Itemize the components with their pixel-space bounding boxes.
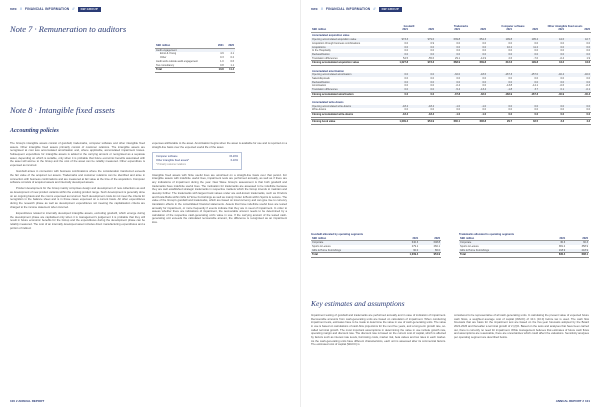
right-page — [300, 0, 600, 407]
section-row: Accumulated acquisition value — [312, 34, 350, 38]
table-row: Opening accumulated amortisation 0.0 0.0 -32.0 -18.6 -167.3 -157.0 -40.4 -40.0 — [312, 73, 590, 77]
table-row: Total 13.8 11.4 — [156, 68, 234, 72]
note8-title: Note 8 · Intangible fixed assets — [10, 105, 115, 115]
table-row: Closing accumulated amortisation 0.0 0.0 -37.8 -32.0 -182.9 -167.3 -40.9 -40.4 — [312, 92, 590, 96]
group-tag: NW GROUP — [379, 7, 402, 12]
table-row: Translation differences 54.5 -55.6 29.1 -14.9 2.6 -7.0 -0.4 1.9 — [312, 56, 590, 60]
section-row: Accumulated amortisation — [312, 69, 344, 73]
table-row: Sports & Leisure 381.2 358.9 — [460, 245, 588, 248]
key-col2: considered to be representative of all cash-generating units. In calculating the present value of expected future cash flows, a weighted average cost of capital (WACC) of 10.1 (10.0) before tax is used. The cash flow forecasts that are basis for the impairment test are based on the five-year forecasts adopted by the Board 2022-2026 and thereafter a terminal growth of 2 (2)%. Based on the tests and analyses that have been carried out, there is currently no need for impairment. While management believes that estimates of future cash flows and assumptions are reasonable, there are uncertainties which could affect the valuations. Sensitivity analyses per operating segment are described below. — [454, 314, 589, 339]
key-col1: Impairment testing of goodwill and trademarks are performed annually and in case of indication of impairment. Recoverable amounts from cash-generating units are based on calculation of impairment. When conducting impairment tests, estimates have to be made to determine the value in use of cash-generating units. The value in use is based on calculations of cash-flow projections for the next five years, and a long-term growth rate, so-called terminal growth. The most important assumptions in determining the value in use include growth rate, operating margin and discount rate. The discount rate is based on the current cost of capital, which is affected by factors such as interest rate levels, borrowing costs, market risk, beta values and tax rates in each market. As the cash-generating units have different characteristics, each unit is assessed after its commercial factors. The estimated cost of capital (WACC) is — [311, 314, 446, 347]
brand-logo: nwc — [311, 6, 318, 11]
table-row: Closing book value 1,009.4 954.9 630.1 606.8 29.7 32.5 3.3 4.2 — [312, 120, 590, 124]
table-row: Audit engagement — [155, 48, 235, 52]
goodwill-table-wrap: Goodwill allocated by operating segments SEK million 2021 2020 Corporate 640.3 608.8 Sports & Leisure 279.1 260.1 Gifts & Home Furnishings 90.0 86.0 Total 1,009.4 954.9 — [311, 233, 440, 257]
table-row: In the Hospitality 0.0 0.0 0.0 0.0 0.0 0.0 0.0 0.0 — [312, 49, 590, 53]
note8-col1: The Group's intangible assets consist of goodwill, trademarks, computer software and other intangible fixed assets. Other intangible fixed assets primarily consist of customer relations. The intangible assets are recognised at cost less accumulated amortisation and, where applicable, accumulated impairment losses. Subsequent expenditure for intangible assets is added to the carrying amount or recognised as a separate asset, depending on which is suitable, only when it is probable that future economic benefits associated with the asset will accrue to the Group and the cost of the asset can be reliably measured. Other expenditure is expensed as incurred. Goodwill arises in connection with business combinations where the consideration transferred exceeds the fair value of the acquired net assets. Trademarks and customer relations can be identified and arise in connection with business combinations and are measured at fair value at the time of the acquisition. Computer software consists of acquired assets and internally developed assets. Product development for the Group mainly comprises design and development of new collections as well as development of new product variants within the existing product range. Such development is generally done on an ongoing basis and the cost is expensed as incurred. Such development costs do not meet the criteria for recognition in the balance sheet and is in those cases expensed on a current basis. All other expenditures during the research phase as well as development expenditures not meeting the capitalisation criteria are charged to the income statement when incurred. Expenditures related to internally developed intangible assets, excluding goodwill, which emerge during the development phase are capitalised only when it is management's judgement it is probable that they will result in future economic benefits for the Group and the expenditures during the development phase can be reliably measured. The cost of an internally developed asset includes direct manufacturing expenditures and a portion of indirect — [10, 142, 145, 230]
table-row: Reclassification 0.0 0.0 0.0 0.0 0.0 0.0 0.0 0.0 — [312, 80, 590, 84]
table-row: Corporate 30.3 30.3 — [460, 241, 588, 245]
table-row: Write-downs 0.0 0.0 0.0 0.0 0.0 0.0 0.0 0.0 — [312, 108, 590, 112]
table-row: Opening accumulated acquisition value 973.3 979.6 639.8 654.3 199.8 195.4 44.6 42.7 — [312, 38, 590, 42]
trademark-table-wrap: Trademarks allocated to operating segments SEK million 2021 2020 Corporate 30.3 30.3 Sports & Leisure 381.2 358.9 Gifts & Home Furnishings 218.9 218.9 Total 630.4 608.1 — [459, 233, 588, 257]
note7-title: Note 7 · Remuneration to auditors — [10, 24, 127, 34]
table-row: Other 0.3 0.2 — [160, 56, 234, 60]
section-label: FINANCIAL INFORMATION — [24, 6, 70, 11]
table-row: Audit work outside audit engagement 1.0 0.6 — [156, 59, 234, 63]
table-row: Sales/disposals 0.0 0.0 0.0 0.0 0.0 0.0 0.0 0.0 — [312, 76, 590, 80]
goodwill-table: SEK million 2021 2020 Corporate 640.3 608.8 Sports & Leisure 279.1 260.1 Gifts & Home Furnishings 90.0 86.0 Total 1,009.4 954.9 — [312, 236, 440, 257]
right-footer: ANNUAL REPORT // 101 — [555, 398, 590, 403]
note7-table-wrap — [155, 44, 235, 73]
left-header: nwc // FINANCIAL INFORMATION // NW GROUP — [10, 5, 101, 13]
total-row: Total 1,009.4 954.9 — [312, 253, 440, 257]
intangible-assets-table: Goodwill Trademarks Computer software Other intangible fixed assets SEK million 2021 2020 2021 2020 2021 2020 2021 2020 Accumulated acquisition value Opening accumulated acquisition value 973.3 979.6 639.8 654.3 199.8 195.4 44.6 42.7 Acquisition through business combinations 0.0 0.9 0.0 0.0 0.0 0.0 0.0 0.0 Acquisitions 0.0 0.0 0.0 0.0 10.2 11.2 0.0 0.0 In the Hospitality 0.0 0.0 0.0 0.0 0.0 0.0 0.0 0.0 Reclassification 0.0 0.0 0.0 0.0 0.0 0.0 0.0 0.0 Translation differences 54.5 -55.6 29.1 -14.9 2.6 -7.0 -0.4 1.9 Closing accumulated acquisition value 1,027.8 973.3 668.9 639.8 212.6 199.8 44.2 44.6 Accumulated amortisation Opening accumulated amortisation 0.0 0.0 -32.0 -18.6 -167.3 -157.0 -40.4 -40.0 Sales/disposals 0.0 0.0 0.0 0.0 0.0 0.0 0.0 0.0 Reclassification 0.0 0.0 0.0 0.0 0.0 0.0 0.0 0.0 Amortisation 0.0 0.0 -0.4 0.0 -13.8 -14.1 -0.6 -0.3 Translation differences 0.0 0.0 -5.4 -13.4 -1.8 3.7 0.1 -0.1 Closing accumulated amortisation 0.0 0.0 -37.8 -32.0 -182.9 -167.3 -40.9 -40.4 Accumulated write-downs Opening accumulated write-downs -18.4 -18.4 -1.0 -1.0 0.0 0.0 0.0 0.0 Write-downs 0.0 0.0 0.0 0.0 0.0 0.0 0.0 0.0 Closing accumulated write-downs -18.4 -18.4 -1.0 -1.0 0.0 0.0 0.0 0.0 Closing book value 1,009.4 954.9 630.1 606.8 29.7 32.5 3.3 4.2 — [312, 25, 590, 124]
intangible-assets-table-wrap — [311, 25, 591, 127]
trademark-table: SEK million 2021 2020 Corporate 30.3 30.3 Sports & Leisure 381.2 358.9 Gifts & Home Furnishings 218.9 218.9 Total 630.4 608.1 — [460, 236, 588, 257]
left-footer: 100 // ANNUAL REPORT — [10, 398, 45, 403]
table-row: Closing accumulated acquisition value 1,027.8 973.3 668.9 639.8 212.6 199.8 44.2 44.6 — [312, 61, 590, 65]
table-row: Sports & Leisure 279.1 260.1 — [312, 245, 440, 248]
table-row: Closing accumulated write-downs -18.4 -18.4 -1.0 -1.0 0.0 0.0 0.0 0.0 — [312, 113, 590, 117]
note8-col2: expenses attributable to the asset. Amortisation begins when the asset is available for use and is reported on a straight-line basis over the expected useful life of the asset. Computer software 15-20% Other intangible fixed assets* 6-10% * Primarily customer relations Intangible fixed assets with finite useful lives are amortised on a straight-line basis over that period. For intangible assets with indefinite useful lives, impairment tests are performed annually, as well as if there are any indications of impairment during the year. New Wave Group's assessment is that both goodwill and trademarks have indefinite useful lives. The motivation for trademarks are assessed to be indefinite because they are well established strategic trademarks in respective markets which the Group intends to maintain and develop further. The trademarks with largest book values under are well-known trademarks, such as Orrefors and Kosta Boda within Gifts & Home Furnishings as well as mainly Cutter & Buck within Sports & Leisure. The value of the Group's goodwill and trademarks, which are based on local currency and can give rise to currency translation effects in the consolidated financial statements. Assets that have indefinite useful lives are tested annually for impairment, or more frequently if events indicate that they are in need of impairment. In order to assess whether there are indications of impairment, the recoverable amount needs to be determined by a calculation of the respective cash-generating unit's value in use. If the carrying amount of the tested cash-generating unit exceeds the calculated recoverable amount, the difference is recognised as an impairment loss. — [152, 142, 287, 225]
table-row: Opening accumulated write-downs -18.4 -18.4 -1.0 -1.0 0.0 0.0 0.0 0.0 — [312, 104, 590, 108]
section-row: Accumulated write-downs — [312, 100, 344, 104]
accounting-policies-heading: Accounting policies — [10, 128, 59, 134]
table-row: Corporate 640.3 608.8 — [312, 241, 440, 245]
right-header: nwc // FINANCIAL INFORMATION // NW GROUP — [311, 5, 402, 13]
table-row: Gifts & Home Furnishings 218.9 218.9 — [460, 248, 588, 252]
table-row: Acquisitions 0.0 0.0 0.0 0.0 10.2 11.2 0.0 0.0 — [312, 45, 590, 49]
table-row: Reclassification 0.0 0.0 0.0 0.0 0.0 0.0 0.0 0.0 — [312, 52, 590, 56]
brand-logo: nwc — [10, 6, 17, 11]
table-row: Tax consultancy 0.8 1.1 — [156, 63, 234, 67]
note7-table: SEK million 2021 2020 Audit engagement Ernst & Young 4.9 4.1 Other 0.3 0.2 Audit work outside audit engagement 1.0 0.6 Tax consultancy 0.8 1.1 Total 13.8 11.4 — [156, 44, 234, 72]
table-row: Amortisation 0.0 0.0 -0.4 0.0 -13.8 -14.1 -0.6 -0.3 — [312, 84, 590, 88]
key-estimates-title: Key estimates and assumptions — [311, 299, 405, 308]
table-row: Ernst & Young 4.9 4.1 — [160, 52, 234, 56]
table-row: Translation differences 0.0 0.0 -5.4 -13.4 -1.8 3.7 0.1 -0.1 — [312, 88, 590, 92]
table-row: Acquisition through business combinations 0.0 0.9 0.0 0.0 0.0 0.0 0.0 0.0 — [312, 41, 590, 45]
total-row: Total 630.4 608.1 — [460, 253, 588, 257]
useful-life-box: Computer software 15-20% Other intangible fixed assets* 6-10% * Primarily customer relations — [152, 152, 242, 169]
section-label: FINANCIAL INFORMATION — [325, 6, 371, 11]
table-row: Gifts & Home Furnishings 90.0 86.0 — [312, 248, 440, 252]
group-tag: NW GROUP — [78, 7, 101, 12]
